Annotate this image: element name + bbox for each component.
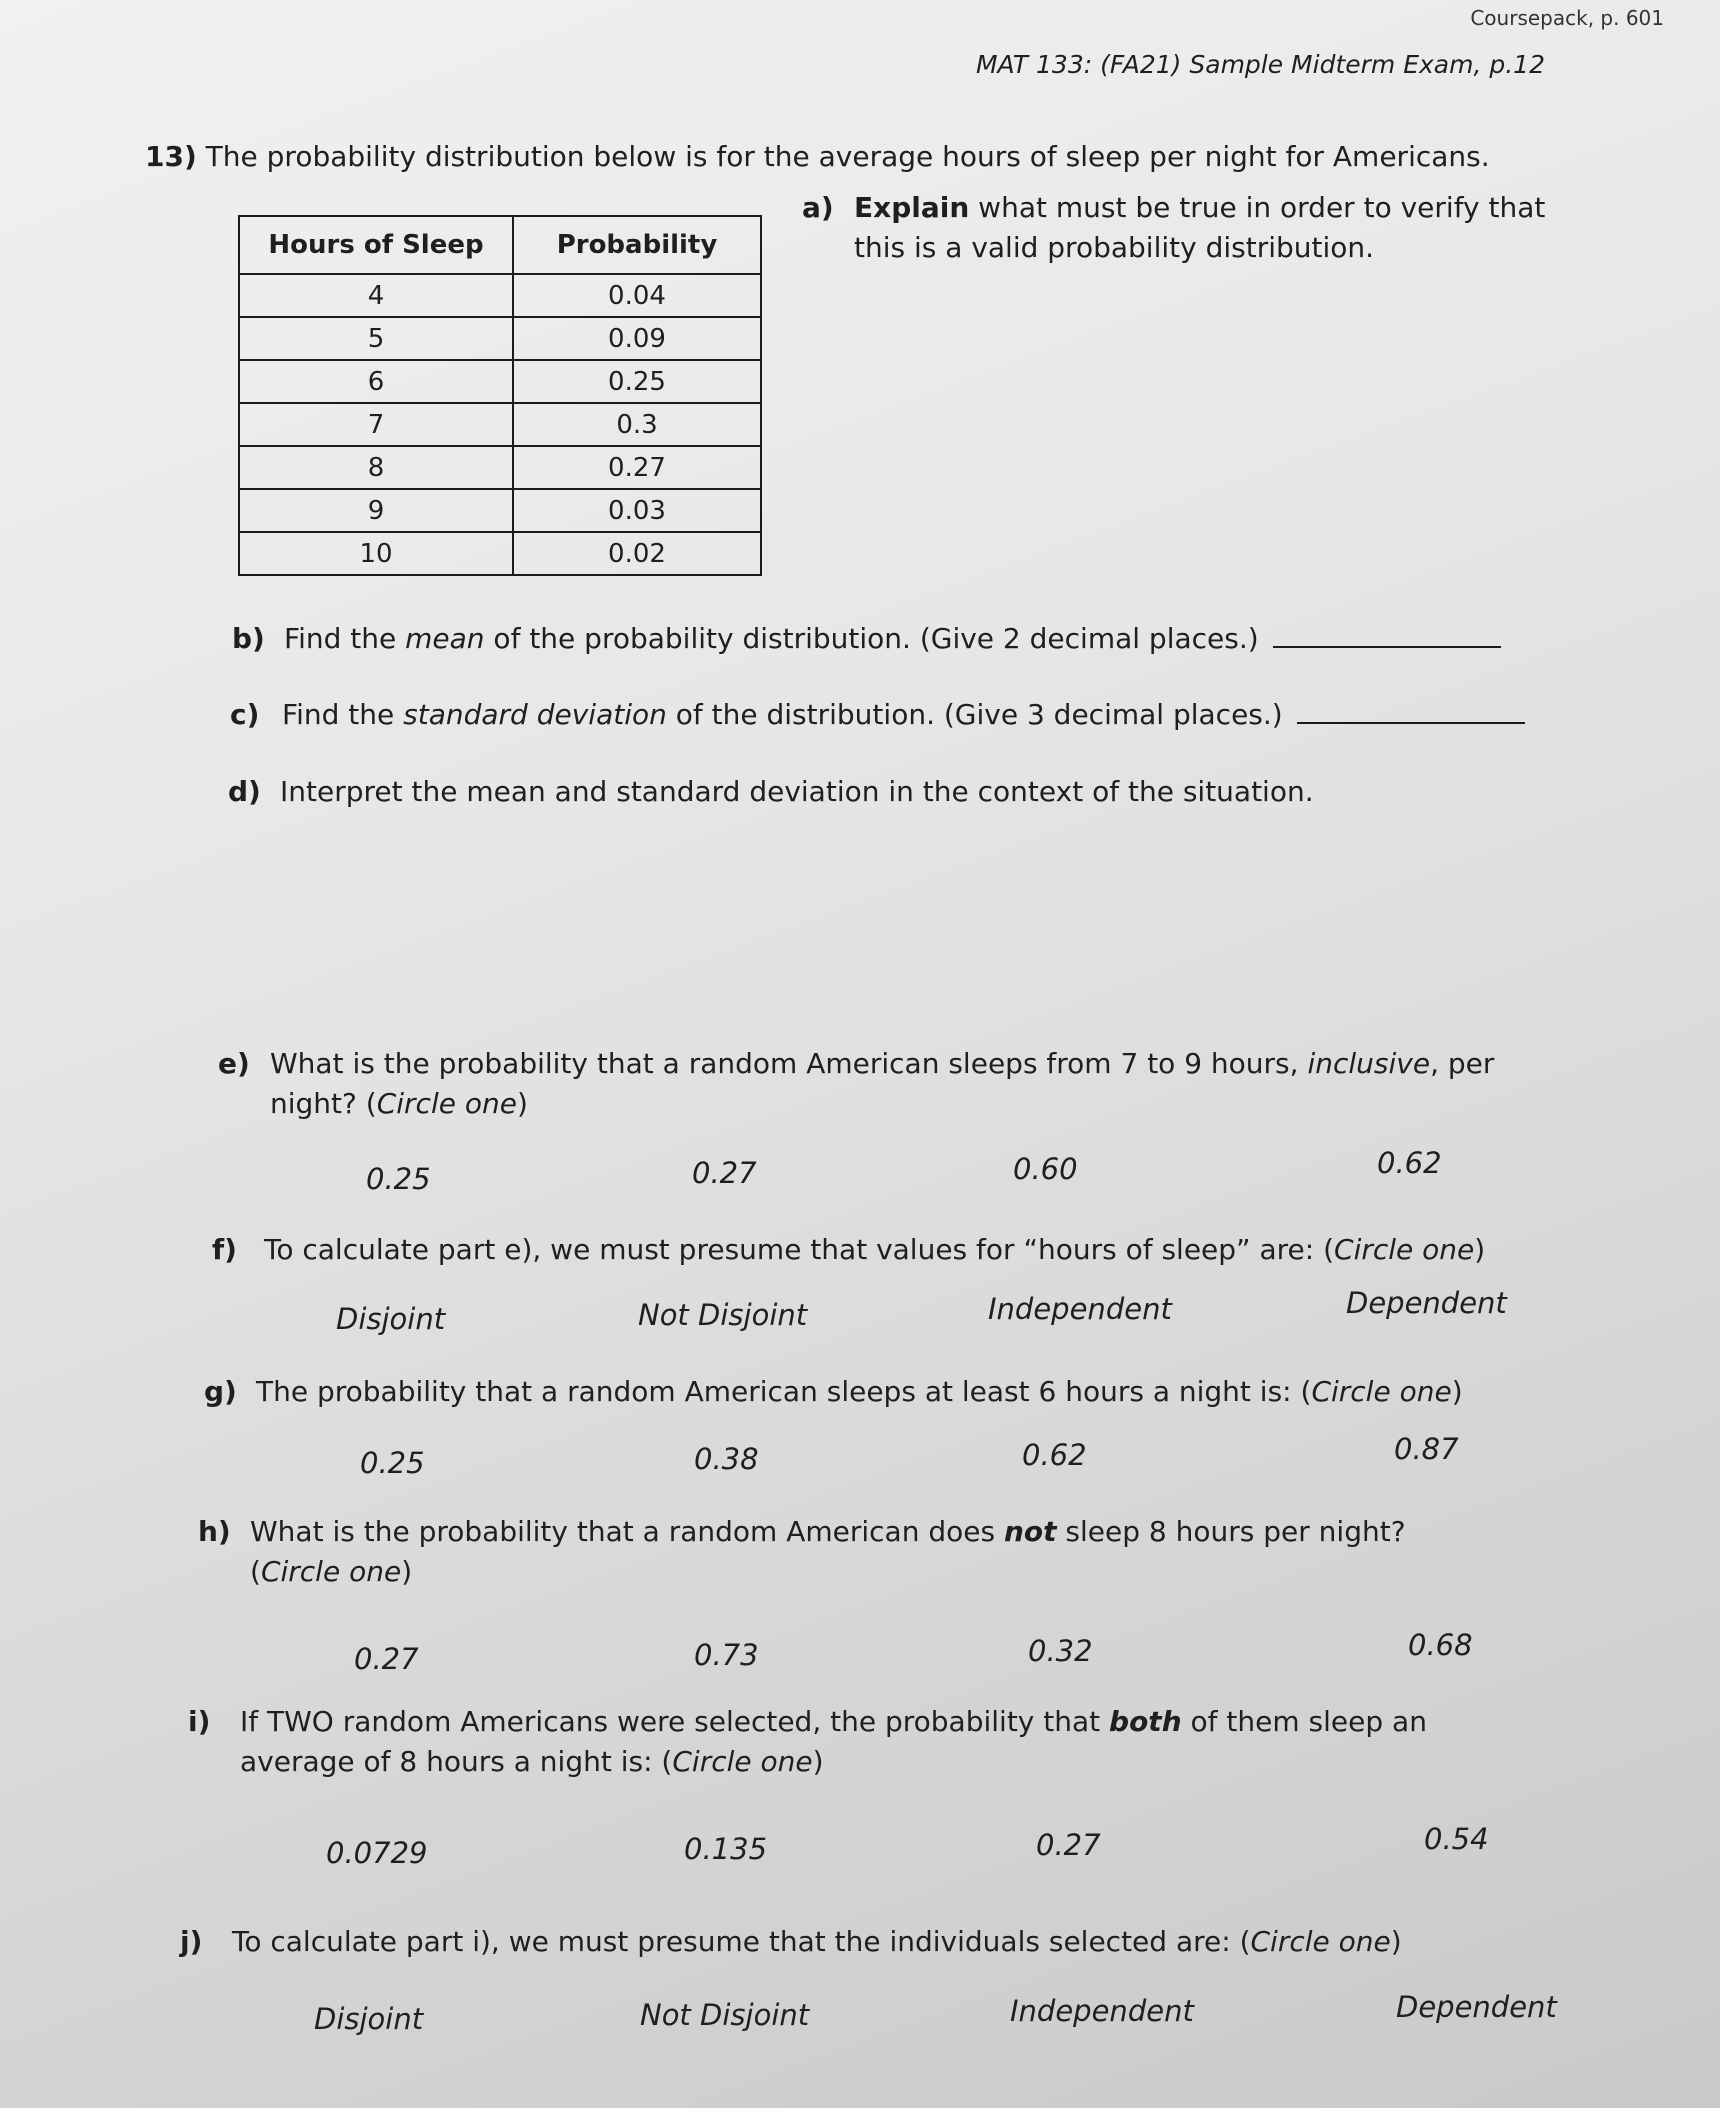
part-g-choice[interactable]: 0.62 [1022, 1438, 1087, 1472]
probability-cell: 0.25 [513, 360, 761, 403]
part-j-choice[interactable]: Dependent [1396, 1990, 1557, 2024]
hours-cell: 8 [239, 446, 513, 489]
part-g-choice[interactable]: 0.87 [1394, 1432, 1459, 1466]
part-f-text: To calculate part e), we must presume that values for “hours of sleep” are: ( [264, 1233, 1335, 1266]
part-f-choice[interactable]: Disjoint [336, 1302, 446, 1336]
part-i-line2-em: Circle one [672, 1745, 813, 1778]
part-g-choice[interactable]: 0.25 [360, 1446, 425, 1480]
probability-cell: 0.03 [513, 489, 761, 532]
part-e-label: e) [218, 1047, 250, 1080]
hours-cell: 6 [239, 360, 513, 403]
part-a-text-line2: this is a valid probability distribution. [854, 231, 1375, 264]
part-h-choice[interactable]: 0.68 [1408, 1628, 1473, 1662]
part-e-em: inclusive [1307, 1047, 1431, 1080]
part-b-pre: Find the [284, 622, 406, 655]
part-f [212, 1230, 1485, 1270]
part-i-choice[interactable]: 0.27 [1036, 1828, 1101, 1862]
probability-cell: 0.02 [513, 532, 761, 575]
part-c-em: standard deviation [403, 698, 667, 731]
hours-cell: 9 [239, 489, 513, 532]
part-j-choice[interactable]: Independent [1010, 1994, 1194, 2028]
table-row [239, 446, 761, 489]
part-a [802, 188, 1562, 268]
table-row [239, 360, 761, 403]
part-f-choice[interactable]: Not Disjoint [638, 1298, 808, 1332]
part-f-label: f) [212, 1233, 237, 1266]
part-i-strong: both [1109, 1705, 1182, 1738]
part-c [230, 694, 1525, 735]
part-g-post: ) [1451, 1375, 1463, 1408]
part-h-label: h) [198, 1515, 231, 1548]
part-b-answer-blank[interactable] [1273, 618, 1501, 648]
part-d-label: d) [228, 775, 261, 808]
part-e-line2-post: ) [516, 1087, 528, 1120]
part-j-label: j) [180, 1925, 203, 1958]
hours-cell: 5 [239, 317, 513, 360]
table-header-row [239, 216, 761, 274]
question-title [145, 140, 1490, 173]
part-e [218, 1044, 1638, 1124]
part-b-em: mean [405, 622, 485, 655]
part-e-line2-pre: night? ( [270, 1087, 377, 1120]
part-g-choice[interactable]: 0.38 [694, 1442, 759, 1476]
part-c-post: of the distribution. (Give 3 decimal places.) [666, 698, 1283, 731]
part-j-em: Circle one [1250, 1925, 1391, 1958]
question-text: The probability distribution below is for the average hours of sleep per night for Americans. [205, 140, 1490, 173]
part-h-pre: What is the probability that a random American does [250, 1515, 1004, 1548]
part-b-post: of the probability distribution. (Give 2 decimal places.) [484, 622, 1259, 655]
table-row [239, 274, 761, 317]
exam-header: MAT 133: (FA21) Sample Midterm Exam, p.12 [975, 50, 1545, 79]
part-e-pre: What is the probability that a random American sleeps from 7 to 9 hours, [270, 1047, 1308, 1080]
part-f-choice[interactable]: Independent [988, 1292, 1172, 1326]
part-j-choice[interactable]: Disjoint [314, 2002, 424, 2036]
part-h-line2-em: Circle one [260, 1555, 402, 1588]
part-i-line2-pre: average of 8 hours a night is: ( [240, 1745, 673, 1778]
part-i-choice[interactable]: 0.0729 [326, 1836, 428, 1870]
part-j-choice[interactable]: Not Disjoint [640, 1998, 810, 2032]
part-d-text: Interpret the mean and standard deviation in the context of the situation. [280, 775, 1314, 808]
part-i-pre: If TWO random Americans were selected, the probability that [240, 1705, 1110, 1738]
part-f-post: ) [1474, 1233, 1486, 1266]
part-h-strong: not [1003, 1515, 1057, 1548]
part-i-label: i) [188, 1705, 211, 1738]
part-i-line2-post: ) [812, 1745, 824, 1778]
part-i-choice[interactable]: 0.54 [1424, 1822, 1489, 1856]
table-row [239, 317, 761, 360]
part-b-label: b) [232, 622, 265, 655]
hours-cell: 7 [239, 403, 513, 446]
part-j-text: To calculate part i), we must presume that the individuals selected are: ( [232, 1925, 1251, 1958]
part-e-choice[interactable]: 0.27 [692, 1156, 757, 1190]
part-c-label: c) [230, 698, 260, 731]
table-row [239, 403, 761, 446]
part-a-text: what must be true in order to verify that [969, 191, 1546, 224]
part-h [198, 1512, 1638, 1592]
part-g-text: The probability that a random American sleeps at least 6 hours a night is: ( [256, 1375, 1312, 1408]
probability-cell: 0.27 [513, 446, 761, 489]
probability-cell: 0.3 [513, 403, 761, 446]
part-c-answer-blank[interactable] [1297, 694, 1525, 724]
probability-cell: 0.04 [513, 274, 761, 317]
part-h-line2-pre: ( [250, 1555, 261, 1588]
part-d [228, 772, 1314, 812]
table-row [239, 489, 761, 532]
coursepack-page-label: Coursepack, p. 601 [1470, 6, 1664, 30]
part-h-choice[interactable]: 0.73 [694, 1638, 759, 1672]
part-g-em: Circle one [1311, 1375, 1452, 1408]
column-header-hours: Hours of Sleep [239, 216, 513, 274]
part-e-choice[interactable]: 0.25 [366, 1162, 431, 1196]
part-a-label: a) [802, 191, 834, 224]
part-e-choice[interactable]: 0.62 [1377, 1146, 1442, 1180]
part-j [180, 1922, 1402, 1962]
hours-cell: 10 [239, 532, 513, 575]
question-number: 13) [145, 140, 197, 173]
part-h-choice[interactable]: 0.27 [354, 1642, 419, 1676]
part-c-pre: Find the [282, 698, 404, 731]
part-h-line2-post: ) [401, 1555, 413, 1588]
part-g [204, 1372, 1463, 1412]
part-f-choice[interactable]: Dependent [1346, 1286, 1507, 1320]
part-a-bold: Explain [854, 191, 970, 224]
part-j-post: ) [1390, 1925, 1402, 1958]
part-h-post: sleep 8 hours per night? [1056, 1515, 1406, 1548]
part-e-post: , per [1430, 1047, 1495, 1080]
part-e-line2-em: Circle one [376, 1087, 517, 1120]
part-i [188, 1702, 1648, 1782]
part-i-choice[interactable]: 0.135 [684, 1832, 768, 1866]
part-e-choice[interactable]: 0.60 [1013, 1152, 1078, 1186]
part-b [232, 618, 1501, 659]
column-header-probability: Probability [513, 216, 761, 274]
part-f-em: Circle one [1334, 1233, 1475, 1266]
probability-table [238, 215, 762, 576]
part-g-label: g) [204, 1375, 237, 1408]
part-i-post: of them sleep an [1181, 1705, 1427, 1738]
probability-cell: 0.09 [513, 317, 761, 360]
hours-cell: 4 [239, 274, 513, 317]
part-h-choice[interactable]: 0.32 [1028, 1634, 1093, 1668]
table-row [239, 532, 761, 575]
